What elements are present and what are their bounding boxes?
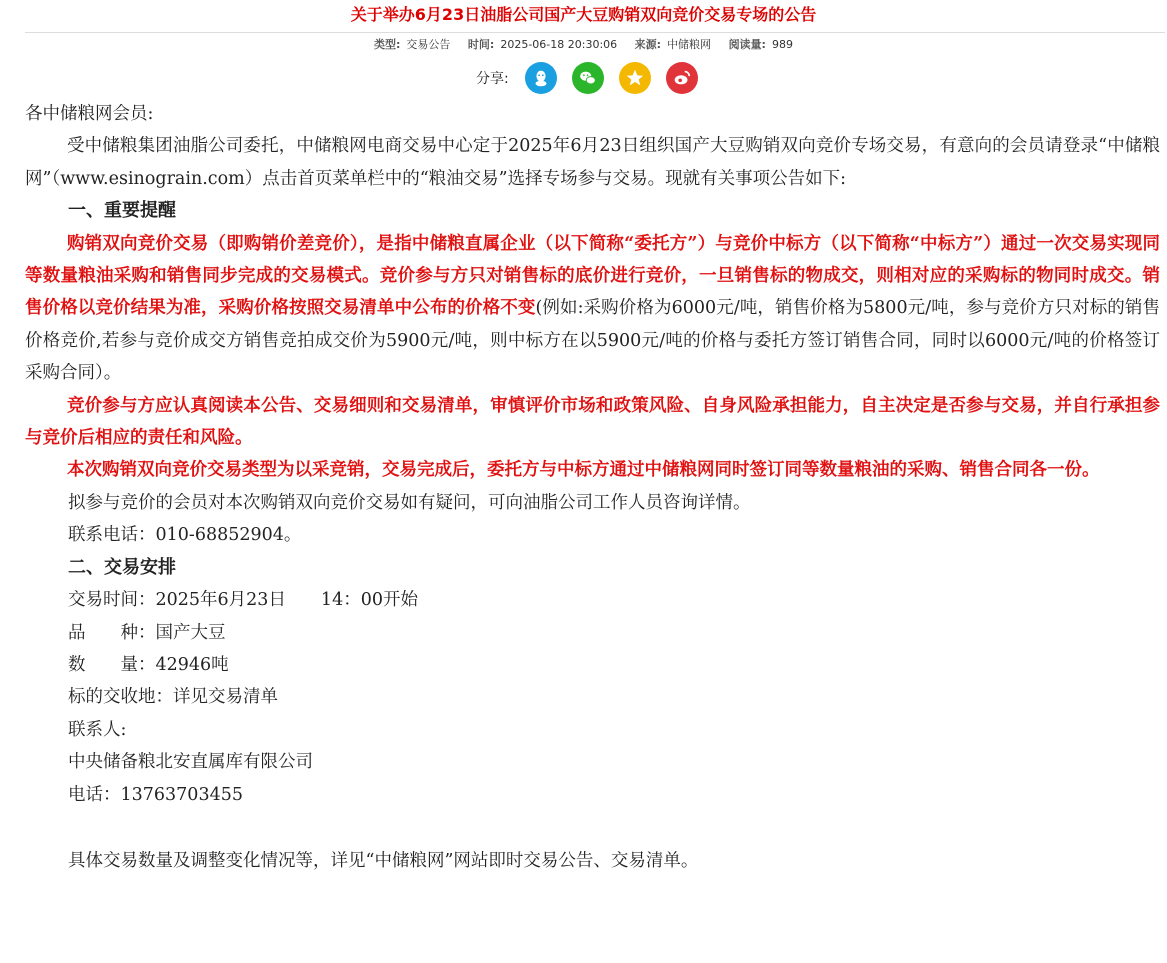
meta-type-value: 交易公告: [406, 38, 451, 51]
meta-time-label: 时间:: [467, 38, 495, 51]
meta-time-value: 2025-06-18 20:30:06: [500, 38, 618, 51]
qq-icon[interactable]: [525, 62, 557, 94]
greeting: 各中储粮网会员:: [25, 104, 154, 124]
reminder-paragraph-1: [25, 228, 1160, 390]
intro-paragraph: 受中储粮集团油脂公司委托，中储粮网电商交易中心定于2025年6月23日组织国产大豆购销双向竞价专场交易，有意向的会员请登录“中储粮网”（www.esinograin.com）点击首页菜单栏中的“粮油交易”选择专场参与交易。现就有关事项公告如下:: [25, 136, 1160, 189]
meta-source-value: 中储粮网: [667, 38, 712, 51]
weibo-icon[interactable]: [666, 62, 698, 94]
delivery-location: 标的交收地：详见交易清单: [68, 687, 278, 708]
footer-note: 具体交易数量及调整变化情况等，详见“中储粮网”网站即时交易公告、交易清单。: [68, 850, 699, 871]
wechat-icon[interactable]: [572, 62, 604, 94]
section-heading-reminder: 一、重要提醒: [68, 200, 176, 222]
trade-time: 交易时间：2025年6月23日 14：00开始: [68, 590, 418, 611]
share-bar: [476, 62, 713, 94]
section-heading-arrangement: 二、交易安排: [68, 556, 176, 578]
page-title: 关于举办6月23日油脂公司国产大豆购销双向竞价交易专场的公告: [350, 5, 817, 24]
reminder-paragraph-3: 本次购销双向竞价交易类型为以采竞销，交易完成后，委托方与中标方通过中储粮网同时签订同等数量粮油的采购、销售合同各一份。: [67, 460, 1100, 481]
trade-variety: 品 种：国产大豆: [68, 622, 226, 643]
article-meta: [0, 36, 1167, 52]
reminder-paragraph-2: 竞价参与方应认真阅读本公告、交易细则和交易清单，审慎评价市场和政策风险、自身风险承担能力，自主决定是否参与交易，并自行承担参与竞价后相应的责任和风险。: [25, 395, 1160, 449]
trade-quantity: 数 量：42946吨: [68, 654, 229, 675]
meta-type-label: 类型:: [374, 38, 401, 51]
inquiry-paragraph: 拟参与竞价的会员对本次购销双向竞价交易如有疑问，可向油脂公司工作人员咨询详情。: [68, 492, 751, 513]
reminder-1-highlight: 购销双向竞价交易（即购销价差竞价），是指中储粮直属企业（以下简称“委托方”）与竞价中标方（以下简称“中标方”）通过一次交易实现同等数量粮油采购和销售同步完成的交易模式。竞价参与方只对销售标的底价进行竞价，一旦销售标的物成交，则相对应的采购标的物同时成交。销售价格以竞价结果为准，采购价格按照交易清单中公布的价格不变: [25, 233, 1160, 319]
reminder-1-example: (例如:采购价格为6000元/吨，销售价格为5800元/吨，参与竞价方只对标的销售价格竞价,若参与竞价成交方销售竞拍成交价为5900元/吨，则中标方在以5900元/吨的价格与委托方签订销售合同，同时以6000元/吨的价格签订采购合同）。: [25, 298, 1160, 384]
meta-source-label: 来源:: [634, 38, 662, 51]
spacer: [25, 811, 1160, 845]
meta-views-label: 阅读量:: [728, 38, 766, 51]
title-divider: [25, 32, 1165, 33]
share-label: 分享:: [476, 71, 509, 87]
contact-phone: 联系电话：010-68852904。: [68, 525, 302, 546]
article-body: [25, 98, 1160, 877]
contact-person-label: 联系人:: [68, 719, 127, 740]
qzone-icon[interactable]: [619, 62, 651, 94]
contact-company: 中央储备粮北安直属库有限公司: [68, 752, 313, 773]
meta-views-value: 989: [771, 38, 793, 51]
contact-tel: 电话：13763703455: [68, 784, 243, 805]
